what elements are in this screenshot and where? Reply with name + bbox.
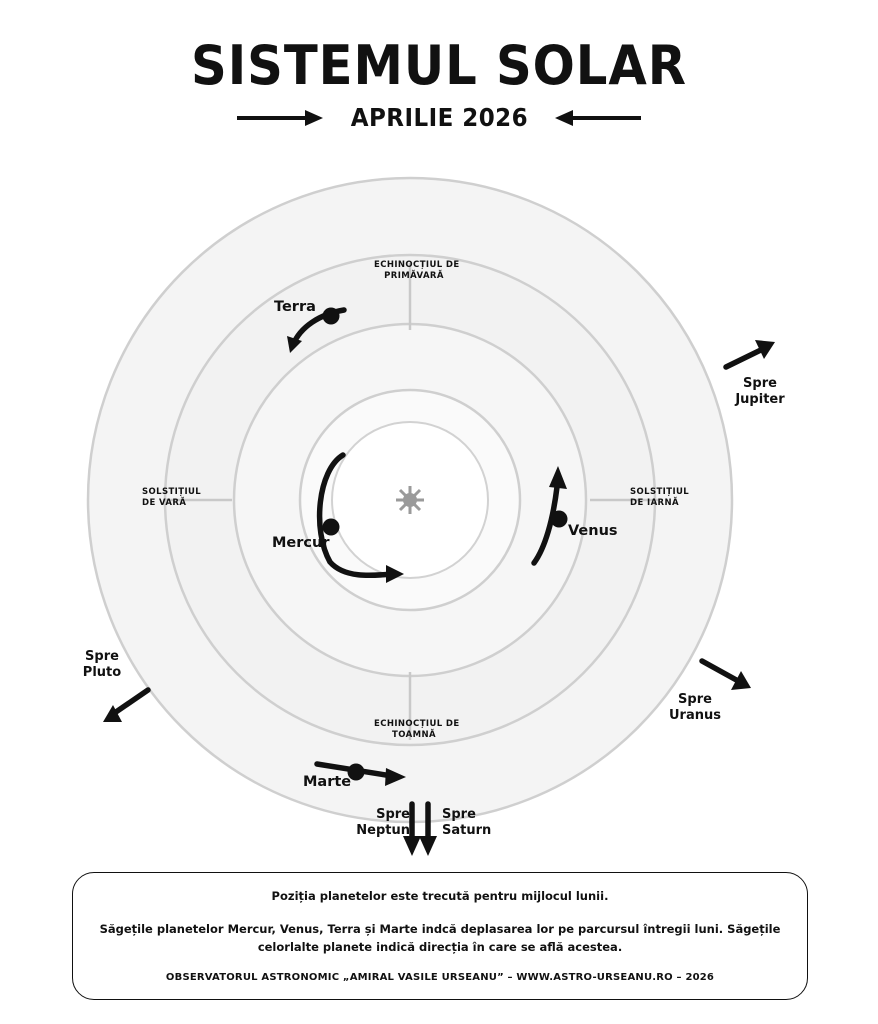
marker-echinoctiul-toamna: ECHINOCȚIUL DE TOAMNĂ: [374, 719, 460, 741]
direction-label-pluto: Spre Pluto: [82, 649, 122, 680]
planet-label-marte: Marte: [303, 774, 352, 790]
footnote-box: [72, 872, 808, 1000]
subtitle: APRILIE 2026: [350, 103, 528, 132]
direction-label-uranus: Spre Uranus: [669, 692, 721, 723]
footnote-line-1: Poziția planetelor este trecută pentru mijlocul lunii.: [271, 888, 609, 903]
planet-label-venus: Venus: [568, 523, 618, 539]
direction-label-saturn: Spre Saturn: [442, 807, 492, 838]
direction-label-neptun: Spre Neptun: [356, 807, 410, 838]
marker-echinoctiul-primavara: ECHINOCȚIUL DE PRIMĂVARĂ: [374, 260, 460, 282]
marker-solstitiul-vara: SOLSTIȚIUL DE VARĂ: [142, 487, 202, 509]
direction-label-jupiter: Spre Jupiter: [735, 376, 785, 407]
sun-icon: [396, 486, 424, 514]
arrow-spre-jupiter: [726, 340, 775, 367]
planet-label-terra: Terra: [274, 299, 316, 315]
arrow-spre-pluto: [103, 690, 148, 722]
marker-solstitiul-iarna: SOLSTIȚIUL DE IARNĂ: [630, 487, 690, 509]
arrow-spre-uranus: [702, 661, 751, 690]
page-title: SISTEMUL SOLAR: [191, 34, 687, 97]
footnote-credit: OBSERVATORUL ASTRONOMIC „AMIRAL VASILE URSEANU” – WWW.ASTRO-URSEANU.RO – 2026: [165, 972, 715, 984]
planet-label-mercur: Mercur: [272, 535, 330, 551]
footnote-line-2: Săgețile planetelor Mercur, Venus, Terra și Marte indcă deplasarea lor pe parcursul întregii luni. Săgețile celorlalte planete indică direcția în care se află acestea.: [99, 921, 781, 954]
